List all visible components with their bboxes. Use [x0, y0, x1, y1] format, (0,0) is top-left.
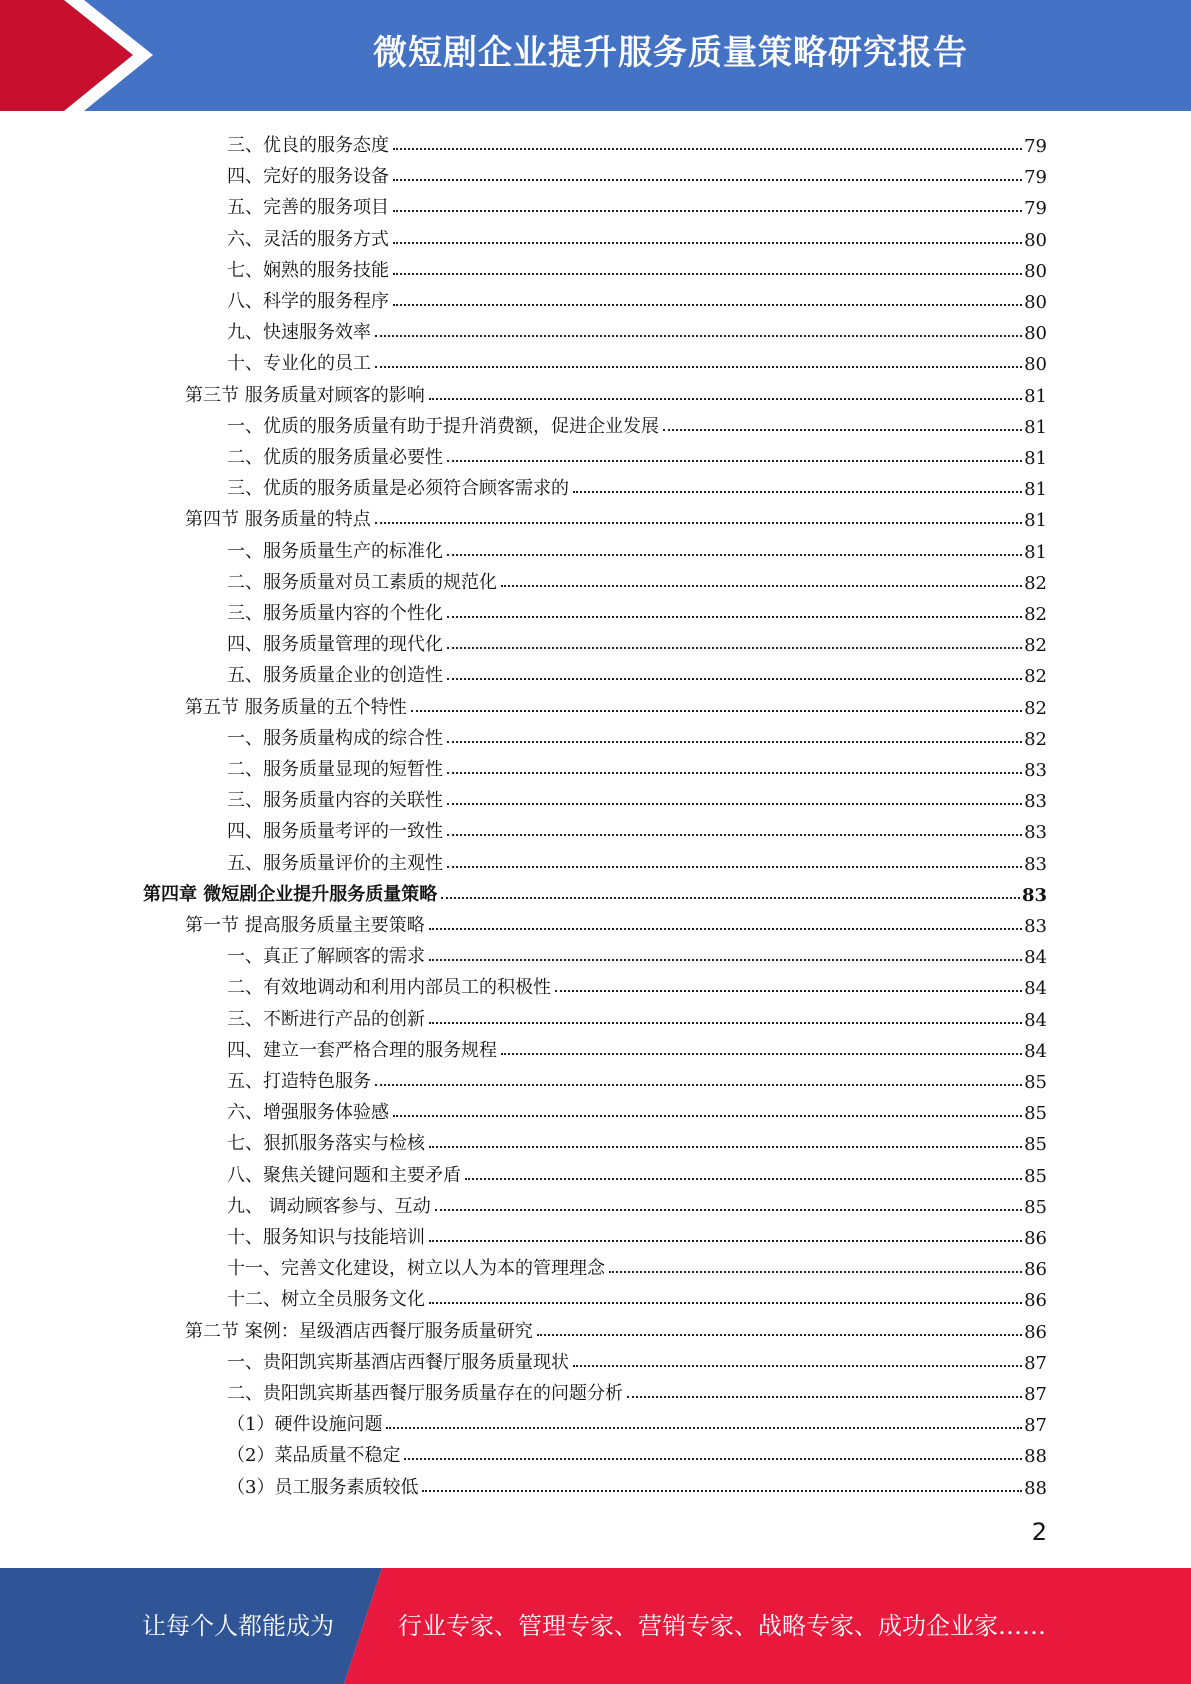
toc-entry-title: 三、服务质量内容的关联性	[227, 790, 443, 812]
toc-entry[interactable]	[227, 314, 1047, 344]
toc-entry[interactable]	[227, 1375, 1047, 1405]
toc-dot-leader	[429, 1240, 1022, 1242]
toc-entry-page: 85	[1024, 1134, 1047, 1156]
toc-entry[interactable]	[227, 408, 1047, 438]
toc-dot-leader	[429, 928, 1022, 930]
toc-entry-title: 四、服务质量管理的现代化	[227, 634, 443, 656]
toc-entry-page: 85	[1024, 1103, 1047, 1125]
footer-slogan-right: 行业专家、管理专家、营销专家、战略专家、成功企业家……	[398, 1612, 1046, 1640]
toc-entry-page: 83	[1024, 916, 1047, 937]
toc-entry[interactable]	[227, 1157, 1047, 1187]
toc-entry[interactable]	[227, 1001, 1047, 1031]
toc-entry-page: 80	[1024, 323, 1047, 345]
toc-entry-page: 83	[1021, 884, 1047, 906]
toc-entry[interactable]	[227, 1188, 1047, 1218]
toc-entry-title: 十一、完善文化建设，树立以人为本的管理理念	[227, 1258, 605, 1280]
toc-entry[interactable]	[227, 1469, 1047, 1499]
toc-entry-page: 81	[1024, 479, 1047, 501]
toc-entry[interactable]	[227, 751, 1047, 781]
toc-entry[interactable]	[227, 1094, 1047, 1124]
toc-entry[interactable]	[227, 345, 1047, 375]
toc-entry-title: 十二、树立全员服务文化	[227, 1289, 425, 1311]
toc-entry[interactable]	[227, 252, 1047, 282]
toc-entry[interactable]	[227, 595, 1047, 625]
toc-entry-page: 85	[1024, 1165, 1047, 1187]
toc-entry[interactable]	[227, 969, 1047, 999]
toc-entry-page: 82	[1024, 604, 1047, 625]
toc-entry-title: 五、服务质量企业的创造性	[227, 665, 443, 687]
toc-entry-page: 81	[1024, 510, 1047, 532]
toc-entry-title: 六、增强服务体验感	[227, 1102, 389, 1124]
toc-dot-leader	[375, 335, 1022, 337]
toc-entry-page: 79	[1024, 198, 1047, 220]
toc-entry[interactable]	[185, 907, 1047, 937]
toc-dot-leader	[447, 866, 1022, 868]
toc-entry-title: 六、灵活的服务方式	[227, 228, 389, 250]
toc-entry-title: 十、服务知识与技能培训	[227, 1227, 425, 1248]
toc-entry-page: 88	[1024, 1446, 1047, 1468]
toc-dot-leader	[435, 1209, 1022, 1211]
toc-dot-leader	[393, 210, 1022, 212]
toc-dot-leader	[393, 304, 1022, 306]
toc-entry-title: 二、服务质量显现的短暂性	[227, 759, 443, 780]
toc-entry[interactable]	[227, 1250, 1047, 1280]
toc-entry-page: 82	[1024, 635, 1047, 657]
toc-entry-title: 第一节 提高服务质量主要策略	[185, 915, 425, 936]
toc-entry-page: 80	[1024, 229, 1047, 251]
toc-entry[interactable]	[143, 876, 1047, 906]
header-red-arrow	[0, 0, 133, 111]
toc-entry-page: 79	[1024, 136, 1047, 157]
toc-dot-leader	[429, 959, 1022, 961]
toc-entry-page: 81	[1024, 416, 1047, 438]
toc-entry-page: 82	[1024, 666, 1047, 688]
toc-dot-leader	[429, 1146, 1022, 1148]
toc-entry[interactable]	[185, 501, 1047, 531]
toc-entry-title: 四、完好的服务设备	[227, 166, 389, 188]
toc-dot-leader	[501, 585, 1022, 587]
toc-entry[interactable]	[227, 127, 1047, 157]
toc-entry-title: 三、服务质量内容的个性化	[227, 603, 443, 624]
toc-entry-page: 88	[1024, 1477, 1047, 1499]
toc-dot-leader	[447, 741, 1022, 743]
toc-entry-title: 二、贵阳凯宾斯基西餐厅服务质量存在的问题分析	[227, 1383, 623, 1404]
toc-dot-leader	[447, 554, 1022, 556]
toc-entry-page: 80	[1024, 260, 1047, 282]
toc-entry-title: 四、建立一套严格合理的服务规程	[227, 1039, 497, 1061]
toc-entry-title: 三、优良的服务态度	[227, 135, 389, 156]
toc-entry-title: （1）硬件设施问题	[227, 1414, 383, 1436]
toc-entry[interactable]	[227, 657, 1047, 687]
toc-dot-leader	[375, 366, 1022, 368]
toc-entry-title: 二、优质的服务质量必要性	[227, 447, 443, 468]
toc-entry[interactable]	[227, 283, 1047, 313]
toc-entry-title: 一、真正了解顾客的需求	[227, 946, 425, 968]
toc-entry-title: 第三节 服务质量对顾客的影响	[185, 384, 425, 406]
toc-entry-page: 83	[1024, 822, 1047, 844]
toc-entry-page: 81	[1024, 448, 1047, 469]
report-title: 微短剧企业提升服务质量策略研究报告	[373, 33, 968, 73]
toc-entry-page: 87	[1024, 1415, 1047, 1437]
toc-entry[interactable]	[227, 1406, 1047, 1436]
footer-slogan-left: 让每个人都能成为	[142, 1612, 334, 1640]
toc-entry-title: 七、娴熟的服务技能	[227, 259, 389, 281]
toc-entry-title: 七、狠抓服务落实与检核	[227, 1133, 425, 1155]
toc-entry[interactable]	[227, 533, 1047, 563]
toc-dot-leader	[663, 429, 1022, 431]
toc-dot-leader	[393, 1115, 1022, 1117]
toc-dot-leader	[627, 1396, 1022, 1398]
toc-dot-leader	[393, 148, 1022, 150]
toc-entry-title: 二、服务质量对员工素质的规范化	[227, 571, 497, 593]
toc-entry-page: 82	[1024, 572, 1047, 594]
toc-entry[interactable]	[227, 439, 1047, 469]
toc-entry-page: 80	[1024, 292, 1047, 313]
toc-entry[interactable]	[185, 377, 1047, 407]
toc-entry[interactable]	[227, 720, 1047, 750]
toc-entry-title: （3）员工服务素质较低	[227, 1476, 419, 1498]
toc-entry-title: 第四章 微短剧企业提升服务质量策略	[143, 883, 438, 905]
toc-dot-leader	[609, 1271, 1022, 1273]
toc-entry[interactable]	[227, 158, 1047, 188]
toc-entry-title: 四、服务质量考评的一致性	[227, 821, 443, 843]
toc-dot-leader	[447, 803, 1022, 805]
toc-entry[interactable]	[227, 1063, 1047, 1093]
toc-entry[interactable]	[227, 564, 1047, 594]
toc-entry-title: （2）菜品质量不稳定	[227, 1445, 401, 1467]
page-number: 2	[1031, 1518, 1047, 1546]
toc-dot-leader	[375, 522, 1022, 524]
toc-dot-leader	[447, 772, 1022, 774]
toc-entry[interactable]	[227, 470, 1047, 500]
toc-dot-leader	[447, 460, 1022, 462]
toc-dot-leader	[447, 647, 1022, 649]
page-header	[0, 0, 1191, 111]
toc-entry[interactable]	[227, 189, 1047, 219]
toc-entry-page: 84	[1024, 947, 1047, 969]
toc-entry-title: 三、优质的服务质量是必须符合顾客需求的	[227, 478, 569, 500]
toc-entry-page: 83	[1024, 760, 1047, 781]
toc-dot-leader	[555, 990, 1022, 992]
toc-entry[interactable]	[185, 1313, 1047, 1343]
toc-dot-leader	[501, 1053, 1022, 1055]
toc-entry-page: 79	[1024, 167, 1047, 189]
toc-entry-title: 五、服务质量评价的主观性	[227, 852, 443, 874]
toc-entry-title: 第四节 服务质量的特点	[185, 509, 371, 531]
toc-entry-title: 第五节 服务质量的五个特性	[185, 696, 407, 718]
toc-entry-title: 九、快速服务效率	[227, 322, 371, 344]
toc-entry-title: 第二节 案例：星级酒店西餐厅服务质量研究	[185, 1320, 533, 1342]
toc-entry[interactable]	[227, 626, 1047, 656]
toc-entry[interactable]	[227, 1344, 1047, 1374]
page-footer	[0, 1568, 1191, 1684]
toc-entry-page: 82	[1024, 728, 1047, 750]
toc-dot-leader	[375, 1084, 1022, 1086]
toc-entry-page: 83	[1024, 791, 1047, 813]
toc-entry[interactable]	[227, 938, 1047, 968]
toc-entry-page: 84	[1024, 978, 1047, 1000]
toc-entry[interactable]	[227, 1219, 1047, 1249]
toc-dot-leader	[422, 1490, 1022, 1492]
toc-entry-title: 一、服务质量生产的标准化	[227, 540, 443, 562]
toc-entry-title: 五、打造特色服务	[227, 1071, 371, 1092]
toc-entry[interactable]	[227, 782, 1047, 812]
toc-entry-page: 81	[1024, 541, 1047, 563]
toc-entry-page: 81	[1024, 385, 1047, 407]
toc-entry[interactable]	[185, 689, 1047, 719]
toc-entry-page: 87	[1024, 1384, 1047, 1405]
toc-entry[interactable]	[227, 1281, 1047, 1311]
toc-dot-leader	[573, 491, 1022, 493]
toc-dot-leader	[411, 710, 1022, 712]
toc-entry-page: 84	[1024, 1040, 1047, 1062]
toc-entry-title: 九、 调动顾客参与、互动	[227, 1195, 431, 1217]
toc-dot-leader	[386, 1427, 1022, 1429]
toc-dot-leader	[393, 273, 1022, 275]
toc-entry[interactable]	[227, 813, 1047, 843]
toc-dot-leader	[537, 1334, 1022, 1336]
toc-entry[interactable]	[227, 1032, 1047, 1062]
toc-entry-page: 83	[1024, 853, 1047, 875]
toc-dot-leader	[393, 242, 1022, 244]
toc-dot-leader	[393, 179, 1022, 181]
toc-entry-page: 86	[1024, 1228, 1047, 1249]
toc-entry-title: 三、不断进行产品的创新	[227, 1008, 425, 1030]
toc-entry[interactable]	[227, 845, 1047, 875]
toc-entry-page: 86	[1024, 1290, 1047, 1312]
toc-dot-leader	[447, 678, 1022, 680]
toc-entry-page: 86	[1024, 1259, 1047, 1281]
toc-dot-leader	[429, 1022, 1022, 1024]
toc-entry[interactable]	[227, 1437, 1047, 1467]
toc-dot-leader	[447, 834, 1022, 836]
toc-entry-page: 80	[1024, 354, 1047, 376]
toc-entry[interactable]	[227, 1125, 1047, 1155]
toc-entry-page: 86	[1024, 1321, 1047, 1343]
toc-entry-title: 一、贵阳凯宾斯基酒店西餐厅服务质量现状	[227, 1351, 569, 1373]
toc-entry-title: 二、有效地调动和利用内部员工的积极性	[227, 977, 551, 999]
toc-entry-title: 八、聚焦关键问题和主要矛盾	[227, 1164, 461, 1186]
toc-entry-title: 一、优质的服务质量有助于提升消费额，促进企业发展	[227, 415, 659, 437]
toc-dot-leader	[447, 616, 1022, 618]
toc-dot-leader	[429, 1302, 1022, 1304]
toc-entry-title: 八、科学的服务程序	[227, 291, 389, 312]
toc-entry-page: 85	[1024, 1072, 1047, 1093]
toc-dot-leader	[573, 1365, 1022, 1367]
toc-entry-page: 85	[1024, 1196, 1047, 1218]
toc-entry-title: 十、专业化的员工	[227, 353, 371, 375]
toc-entry-page: 87	[1024, 1352, 1047, 1374]
toc-dot-leader	[465, 1178, 1022, 1180]
toc-dot-leader	[404, 1458, 1022, 1460]
toc-dot-leader	[441, 897, 1020, 899]
toc-entry-title: 五、完善的服务项目	[227, 197, 389, 219]
toc-entry-page: 84	[1024, 1009, 1047, 1031]
toc-dot-leader	[429, 398, 1022, 400]
toc-entry-title: 一、服务质量构成的综合性	[227, 727, 443, 749]
toc-entry-page: 82	[1024, 697, 1047, 719]
toc-entry[interactable]	[227, 221, 1047, 251]
